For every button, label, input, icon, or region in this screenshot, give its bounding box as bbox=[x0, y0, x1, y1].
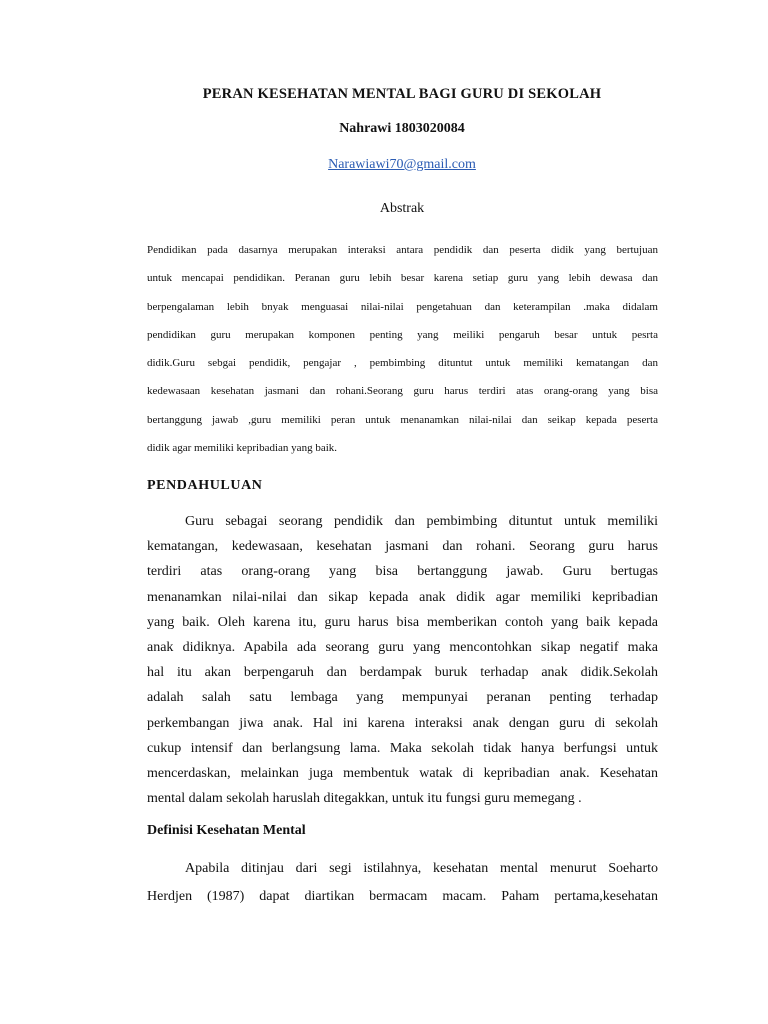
paragraph-line: mental dalam sekolah haruslah ditegakkan, untuk itu fungsi guru memegang . bbox=[147, 791, 582, 807]
paragraph-line: anak didiknya. Apabila ada seorang guru yang mencontohkan sikap negatif maka bbox=[147, 639, 658, 655]
paragraph-line: terdiri atas orang-orang yang bisa bertanggung jawab. Guru bertugas bbox=[147, 564, 658, 580]
paragraph-line: menanamkan nilai-nilai dan sikap kepada anak didik agar memiliki kepribadian bbox=[147, 589, 658, 605]
abstract-line: didik.Guru sebgai pendidik, pengajar , pembimbing dituntut untuk memiliki kematangan dan bbox=[147, 357, 658, 370]
paragraph-line: Herdjen (1987) dapat diartikan bermacam macam. Paham pertama,kesehatan bbox=[147, 889, 658, 904]
abstract-line: kedewasaan kesehatan jasmani dan rohani.Seorang guru harus terdiri atas orang-orang yang bisa bbox=[147, 385, 658, 398]
abstract-line: berpengalaman lebih bnyak menguasai nilai-nilai pengetahuan dan keterampilan .maka didalam bbox=[147, 300, 658, 313]
author-email-link[interactable]: Narawiawi70@gmail.com bbox=[328, 157, 476, 172]
document-title: PERAN KESEHATAN MENTAL BAGI GURU DI SEKOLAH bbox=[202, 86, 602, 102]
paragraph-line: mencerdaskan, melainkan juga membentuk watak di kepribadian anak. Kesehatan bbox=[147, 765, 658, 781]
paragraph-line: perkembangan jiwa anak. Hal ini karena interaksi anak dengan guru di sekolah bbox=[147, 715, 658, 731]
paragraph-line: kematangan, kedewasaan, kesehatan jasmani dan rohani. Seorang guru harus bbox=[147, 539, 658, 555]
abstract-heading: Abstrak bbox=[379, 201, 425, 216]
section-heading-pendahuluan: PENDAHULUAN bbox=[147, 478, 263, 493]
author-line: Nahrawi 1803020084 bbox=[339, 121, 465, 136]
paragraph-line: Guru sebagai seorang pendidik dan pembimbing dituntut untuk memiliki bbox=[185, 514, 658, 529]
abstract-line: untuk mencapai pendidikan. Peranan guru lebih besar karena setiap guru yang lebih dewasa dan bbox=[147, 272, 658, 285]
paragraph-line: Apabila ditinjau dari segi istilahnya, kesehatan mental menurut Soeharto bbox=[185, 861, 658, 876]
abstract-line: Pendidikan pada dasarnya merupakan interaksi antara pendidik dan peserta didik yang bertujuan bbox=[147, 244, 658, 256]
abstract-line: didik agar memiliki kepribadian yang baik. bbox=[147, 442, 338, 455]
paragraph-line: yang baik. Oleh karena itu, guru harus bisa memberikan contoh yang baik kepada bbox=[147, 614, 658, 630]
paragraph-line: adalah salah satu lembaga yang mempunyai peranan penting terhadap bbox=[147, 690, 658, 706]
abstract-line: bertanggung jawab ,guru memiliki peran untuk menanamkan nilai-nilai dan seikap kepada peserta bbox=[147, 413, 658, 426]
abstract-line: pendidikan guru merupakan komponen penting yang meiliki pengaruh besar untuk pesrta bbox=[147, 328, 658, 341]
section-heading-definisi: Definisi Kesehatan Mental bbox=[147, 823, 306, 838]
paragraph-line: hal itu akan berpengaruh dan berdampak buruk terhadap anak didik.Sekolah bbox=[147, 665, 658, 681]
abstract-paragraph bbox=[147, 236, 658, 462]
paragraph-line: cukup intensif dan berlangsung lama. Maka sekolah tidak hanya berfungsi untuk bbox=[147, 740, 658, 756]
pendahuluan-paragraph bbox=[147, 509, 658, 811]
definisi-paragraph bbox=[147, 855, 658, 911]
